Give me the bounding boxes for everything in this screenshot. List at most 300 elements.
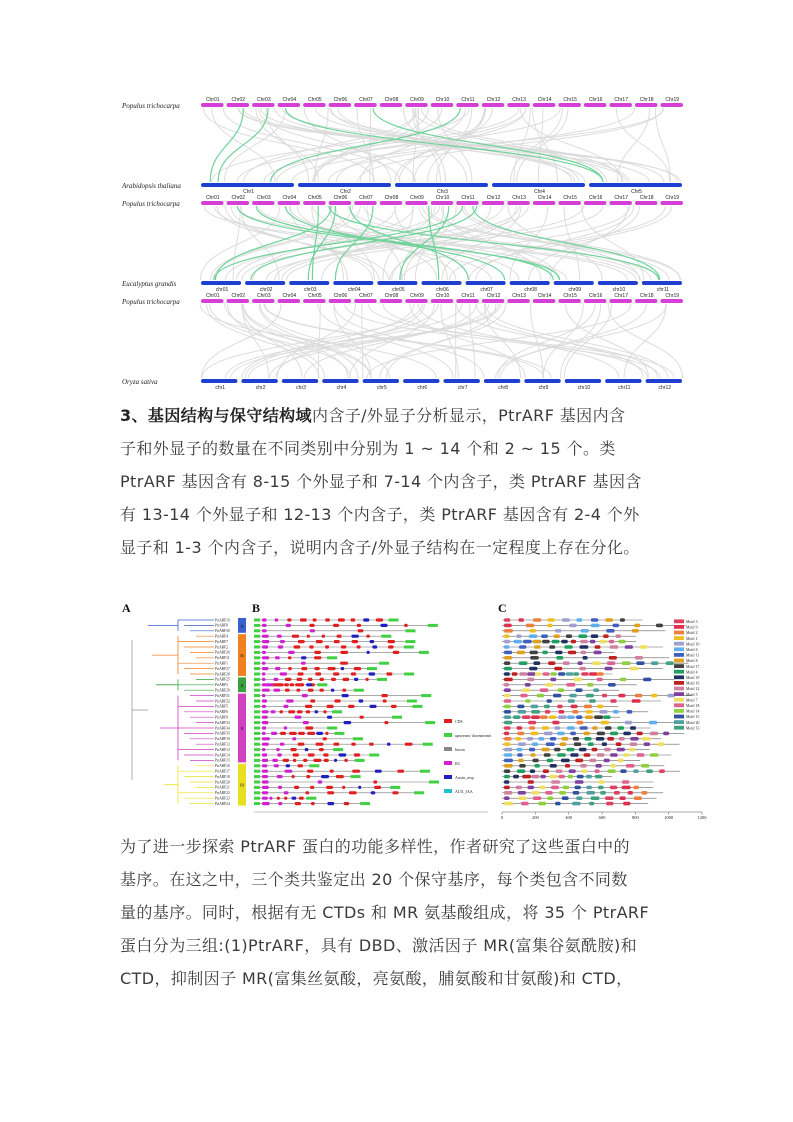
motif-block xyxy=(622,661,631,665)
utr-block xyxy=(254,635,260,638)
exon-block xyxy=(306,710,310,713)
gene-label: PtrARF22 xyxy=(215,791,230,796)
motif-block xyxy=(533,618,541,622)
exon-block xyxy=(286,764,290,767)
chromosome-label: Chr09 xyxy=(410,293,424,299)
exon-block xyxy=(386,672,392,675)
utr-block xyxy=(254,732,260,735)
utr-block xyxy=(317,683,327,686)
motif-block xyxy=(617,726,624,730)
motif-block xyxy=(522,688,530,692)
motif-block xyxy=(519,661,528,665)
exon-block xyxy=(307,770,313,773)
exon-block xyxy=(312,683,315,686)
panel-label: C xyxy=(498,601,507,615)
utr-block xyxy=(254,737,260,740)
gene-label: PtrARF25 xyxy=(215,677,230,682)
gene-label: PtrARF28 xyxy=(215,672,230,677)
exon-block xyxy=(262,635,269,638)
motif-block xyxy=(605,726,612,730)
utr-block xyxy=(421,694,431,697)
motif-block xyxy=(513,775,519,779)
legend-swatch xyxy=(444,719,452,723)
motif-block xyxy=(628,791,633,795)
exon-block xyxy=(287,618,291,621)
utr-block xyxy=(254,716,260,719)
chromosome-label: Chr19 xyxy=(665,195,680,201)
motif-block xyxy=(644,742,650,746)
motif-block xyxy=(558,688,565,692)
exon-block xyxy=(298,743,305,746)
utr-block xyxy=(254,678,260,681)
exon-block xyxy=(321,775,329,778)
exon-block xyxy=(342,694,349,697)
exon-block xyxy=(344,759,347,762)
exon-block xyxy=(333,624,339,627)
axis-tick-label: 800 xyxy=(631,815,639,820)
exon-block xyxy=(274,764,279,767)
motif-block xyxy=(519,645,526,649)
motif-block xyxy=(549,775,557,779)
legend-label: Motif 17 xyxy=(686,664,700,669)
motif-block xyxy=(504,640,510,644)
motif-block xyxy=(574,742,581,746)
motif-block xyxy=(627,710,633,714)
chromosome-bar xyxy=(598,281,638,285)
utr-block xyxy=(404,646,414,649)
motif-block xyxy=(539,786,545,790)
motif-block xyxy=(656,624,663,628)
legend-label: Motif 3 xyxy=(686,620,698,624)
exon-block xyxy=(369,743,374,746)
gene-label: PtrARF31 xyxy=(215,693,230,698)
motif-block xyxy=(504,629,513,633)
gene-label: PtrARF27 xyxy=(215,666,230,671)
legend-label: AUX_IAA xyxy=(455,789,473,794)
exon-block xyxy=(262,721,268,724)
motif-block xyxy=(586,786,592,790)
motif-block xyxy=(629,748,635,752)
motif-block xyxy=(557,753,566,757)
exon-block xyxy=(357,624,361,627)
motif-block xyxy=(545,791,552,795)
exon-block xyxy=(367,651,370,654)
gene-label: PtrARF21 xyxy=(215,785,230,790)
exon-block xyxy=(295,802,301,805)
synteny-link-background xyxy=(243,304,348,378)
utr-block xyxy=(254,797,260,800)
utr-block xyxy=(377,678,387,681)
exon-block xyxy=(338,618,345,621)
legend-swatch xyxy=(444,789,452,793)
chromosome-bar xyxy=(354,299,377,303)
paragraph-line: 有 13-14 个外显子和 12-13 个内含子，类 PtrARF 基因含有 2-4 个外 xyxy=(120,505,640,524)
motif-block xyxy=(646,769,653,773)
motif-block xyxy=(531,715,540,719)
motif-block xyxy=(557,705,563,709)
motif-block xyxy=(575,780,584,784)
synteny-link-background xyxy=(224,108,285,182)
chromosome-label: chr7 xyxy=(457,385,468,391)
motif-block xyxy=(555,802,561,806)
chromosome-bar xyxy=(533,201,556,205)
motif-block xyxy=(575,688,582,692)
synteny-link-background xyxy=(244,108,419,182)
chromosome-label: Chr01 xyxy=(205,97,220,103)
motif-block xyxy=(554,726,560,730)
motif-block xyxy=(641,764,649,768)
motif-block xyxy=(589,672,597,676)
motif-block xyxy=(605,667,613,671)
legend-swatch xyxy=(674,692,684,696)
utr-block xyxy=(360,802,370,805)
motif-block xyxy=(561,640,568,644)
synteny-link-background xyxy=(422,206,669,280)
motif-block xyxy=(592,726,597,730)
chromosome-label: Chr11 xyxy=(461,195,475,201)
motif-block xyxy=(597,732,605,736)
motif-block xyxy=(586,694,594,698)
exon-block xyxy=(326,786,333,789)
synteny-link-background xyxy=(550,206,628,280)
gene-label: PtrARF8 xyxy=(215,623,228,628)
exon-block xyxy=(313,618,317,621)
legend-label: Motif 14 xyxy=(686,709,700,714)
motif-block xyxy=(620,796,626,800)
motif-block xyxy=(504,742,510,746)
legend-swatch xyxy=(674,698,684,702)
chromosome-bar xyxy=(533,299,556,303)
chromosome-bar xyxy=(444,379,480,383)
chromosome-label: chr01 xyxy=(215,287,229,293)
motif-block xyxy=(544,705,550,709)
chromosome-label: Chr07 xyxy=(359,293,373,299)
motif-block xyxy=(598,780,604,784)
utr-block xyxy=(254,667,260,670)
exon-block xyxy=(301,656,306,659)
motif-block xyxy=(504,618,510,622)
exon-block xyxy=(331,689,334,692)
legend-label: Motif 19 xyxy=(686,676,700,680)
utr-block xyxy=(353,737,363,740)
utr-block xyxy=(254,624,260,627)
motif-block xyxy=(571,640,576,644)
chromosome-label: Chr10 xyxy=(435,293,450,299)
motif-block xyxy=(512,672,518,676)
exon-block xyxy=(372,645,377,648)
chromosome-bar xyxy=(354,103,377,107)
motif-block xyxy=(538,737,544,741)
synteny-link-background xyxy=(318,304,453,378)
exon-block xyxy=(343,678,350,681)
chromosome-label: Chr01 xyxy=(205,195,220,201)
motif-block xyxy=(504,683,509,687)
exon-block xyxy=(275,667,280,670)
chromosome-label: Chr16 xyxy=(588,195,603,201)
motif-block xyxy=(531,775,539,779)
exon-block xyxy=(397,770,404,773)
chromosome-label: chr1 xyxy=(215,385,226,391)
exon-block xyxy=(262,645,268,648)
exon-block xyxy=(262,753,267,756)
exon-block xyxy=(298,640,305,643)
motif-block xyxy=(571,705,578,709)
motif-block xyxy=(555,651,562,655)
chromosome-bar xyxy=(605,379,641,383)
motif-block xyxy=(558,710,564,714)
motif-block xyxy=(558,672,565,676)
chromosome-bar xyxy=(609,103,632,107)
synteny-link-background xyxy=(456,304,657,378)
motif-block xyxy=(658,742,665,746)
exon-block xyxy=(341,645,347,648)
chromosome-bar xyxy=(492,183,585,187)
chromosome-label: Chr18 xyxy=(639,97,654,103)
motif-block xyxy=(546,683,554,687)
motif-block xyxy=(590,640,596,644)
exon-block xyxy=(405,743,413,746)
motif-block xyxy=(504,786,510,790)
exon-block xyxy=(262,716,268,719)
chromosome-label: Chr14 xyxy=(537,293,552,299)
exon-block xyxy=(309,645,313,648)
motif-block xyxy=(534,764,539,768)
motif-block xyxy=(546,742,555,746)
motif-block xyxy=(535,672,541,676)
motif-block xyxy=(607,661,615,665)
legend-swatch xyxy=(674,670,684,674)
axis-tick-label: 0 xyxy=(500,815,504,820)
legend-label: Motif 7 xyxy=(686,698,698,703)
legend-label: Motif 6 xyxy=(686,648,698,652)
motif-block xyxy=(518,742,526,746)
motif-block xyxy=(570,753,578,757)
utr-block xyxy=(254,748,260,751)
exon-block xyxy=(314,667,319,670)
motif-block xyxy=(630,737,638,741)
utr-block xyxy=(254,694,260,697)
utr-block xyxy=(254,743,260,746)
chromosome-bar xyxy=(660,201,683,205)
motif-block xyxy=(517,753,522,757)
exon-block xyxy=(262,737,270,740)
paragraph-line: PtrARF 基因含有 8-15 个外显子和 7-14 个内含子，类 PtrARF 基因含 xyxy=(120,472,642,491)
exon-block xyxy=(302,694,308,697)
motif-block xyxy=(547,699,552,703)
exon-block xyxy=(319,748,324,751)
chromosome-bar xyxy=(354,201,377,205)
motif-block xyxy=(504,769,510,773)
motif-block xyxy=(597,672,604,676)
chromosome-label: Chr09 xyxy=(410,195,424,201)
motif-block xyxy=(610,645,618,649)
exon-block xyxy=(277,775,283,778)
motif-block xyxy=(517,705,524,709)
exon-block xyxy=(262,759,268,762)
exon-block xyxy=(358,786,361,789)
exon-block xyxy=(262,797,268,800)
motif-block xyxy=(550,678,556,682)
legend-label: Motif 9 xyxy=(686,625,698,630)
motif-block xyxy=(542,651,547,655)
utr-block xyxy=(390,786,400,789)
gene-label: PtrARF23 xyxy=(215,796,230,801)
legend-swatch xyxy=(444,747,452,751)
motif-block xyxy=(659,769,665,773)
species-label: Populus trichocarpa xyxy=(122,102,180,110)
gene-label: PtrARF5 xyxy=(215,704,228,709)
exon-block xyxy=(262,710,268,713)
chromosome-bar xyxy=(252,201,275,205)
legend-label: Motif 4 xyxy=(686,670,698,675)
exon-block xyxy=(308,753,315,756)
exon-block xyxy=(334,640,340,643)
motif-block xyxy=(591,624,600,628)
motif-block xyxy=(514,640,522,644)
exon-block xyxy=(305,791,309,794)
motif-block xyxy=(633,786,639,790)
motif-block xyxy=(568,699,575,703)
motif-block xyxy=(504,775,510,779)
gene-label: PtrARF19 xyxy=(215,618,230,623)
motif-block xyxy=(632,629,639,633)
exon-block xyxy=(285,770,293,773)
exon-block xyxy=(325,618,330,621)
motif-block xyxy=(562,618,570,622)
motif-block xyxy=(580,764,587,768)
gene-label: PtrARF7 xyxy=(215,639,228,644)
motif-block xyxy=(550,737,556,741)
legend-swatch xyxy=(674,653,684,657)
motif-block xyxy=(584,737,591,741)
motif-block xyxy=(553,694,561,698)
exon-block xyxy=(334,699,340,702)
exon-block xyxy=(309,624,314,627)
chromosome-bar xyxy=(278,299,301,303)
chromosome-label: Chr10 xyxy=(435,195,450,201)
motif-block xyxy=(525,699,530,703)
exon-block xyxy=(323,737,327,740)
gene-label: PtrARF2 xyxy=(215,645,228,650)
exon-block xyxy=(293,753,299,756)
clade-label: Ia xyxy=(240,623,244,629)
utr-block xyxy=(413,705,423,708)
motif-block xyxy=(589,699,596,703)
motif-block xyxy=(634,796,642,800)
chromosome-label: Chr12 xyxy=(486,293,501,299)
utr-block xyxy=(423,743,433,746)
motif-block xyxy=(666,661,674,665)
exon-block xyxy=(288,651,294,654)
exon-block xyxy=(277,797,280,800)
motif-block xyxy=(551,780,560,784)
utr-block xyxy=(254,640,260,643)
chromosome-bar xyxy=(252,103,275,107)
motif-block xyxy=(518,759,523,763)
exon-block xyxy=(314,651,321,654)
exon-block xyxy=(262,678,265,681)
motif-block xyxy=(588,742,594,746)
motif-block xyxy=(519,672,527,676)
motif-block xyxy=(504,656,512,660)
chromosome-label: Chr13 xyxy=(512,195,526,201)
motif-block xyxy=(570,732,576,736)
motif-block xyxy=(641,791,647,795)
motif-block xyxy=(530,651,538,655)
motif-block xyxy=(504,796,510,800)
utr-block xyxy=(388,619,398,622)
motif-block xyxy=(596,737,604,741)
chromosome-bar xyxy=(377,281,417,285)
motif-block xyxy=(597,705,603,709)
motif-block xyxy=(632,699,641,703)
utr-block xyxy=(405,640,415,643)
exon-block xyxy=(305,748,309,751)
legend-label: Motif 2 xyxy=(686,631,698,636)
gene-label: PtrARF14 xyxy=(215,753,230,758)
motif-block xyxy=(504,634,509,638)
motif-block xyxy=(567,715,574,719)
motif-block xyxy=(533,796,541,800)
chromosome-label: Chr17 xyxy=(614,97,628,103)
exon-block xyxy=(316,732,323,735)
synteny-link-background xyxy=(201,304,281,378)
utr-block xyxy=(367,667,377,670)
exon-block xyxy=(370,705,377,708)
utr-block xyxy=(254,764,260,767)
utr-block xyxy=(254,689,260,692)
motif-block xyxy=(549,715,556,719)
motif-block xyxy=(563,661,570,665)
exon-block xyxy=(339,753,347,756)
exon-block xyxy=(297,678,303,681)
chromosome-label: chr3 xyxy=(296,385,306,391)
utr-block xyxy=(414,791,424,794)
chromosome-bar xyxy=(405,103,428,107)
motif-block xyxy=(625,645,633,649)
motif-block xyxy=(529,748,535,752)
chromosome-label: Chr07 xyxy=(359,195,373,201)
exon-block xyxy=(292,635,299,638)
exon-block xyxy=(280,710,283,713)
gene-label: PtrARF17 xyxy=(215,769,230,774)
exon-block xyxy=(311,802,315,805)
motif-block xyxy=(573,737,579,741)
gene-label: PtrARF26 xyxy=(215,650,230,655)
exon-block xyxy=(276,748,280,751)
motif-block xyxy=(595,775,603,779)
exon-block xyxy=(324,759,329,762)
clade-label: Ib xyxy=(240,653,244,659)
legend-label: Motif 16 xyxy=(686,681,700,686)
chromosome-bar xyxy=(660,299,683,303)
motif-block xyxy=(568,651,576,655)
exon-block xyxy=(262,694,265,697)
motif-block xyxy=(605,796,613,800)
motif-block xyxy=(516,634,521,638)
legend-label: Motif 20 xyxy=(686,720,700,725)
motif-block xyxy=(531,705,538,709)
legend-label: Motif 8 xyxy=(686,659,698,664)
exon-block xyxy=(344,721,352,724)
chromosome-label: Chr05 xyxy=(308,97,322,103)
utr-block xyxy=(306,797,316,800)
exon-block xyxy=(271,710,276,713)
exon-block xyxy=(305,705,312,708)
paragraph-line: 基序。在这之中，三个类共鉴定出 20 个保守基序，每个类包含不同数 xyxy=(120,870,628,889)
motif-block xyxy=(599,710,607,714)
exon-block xyxy=(327,716,332,719)
